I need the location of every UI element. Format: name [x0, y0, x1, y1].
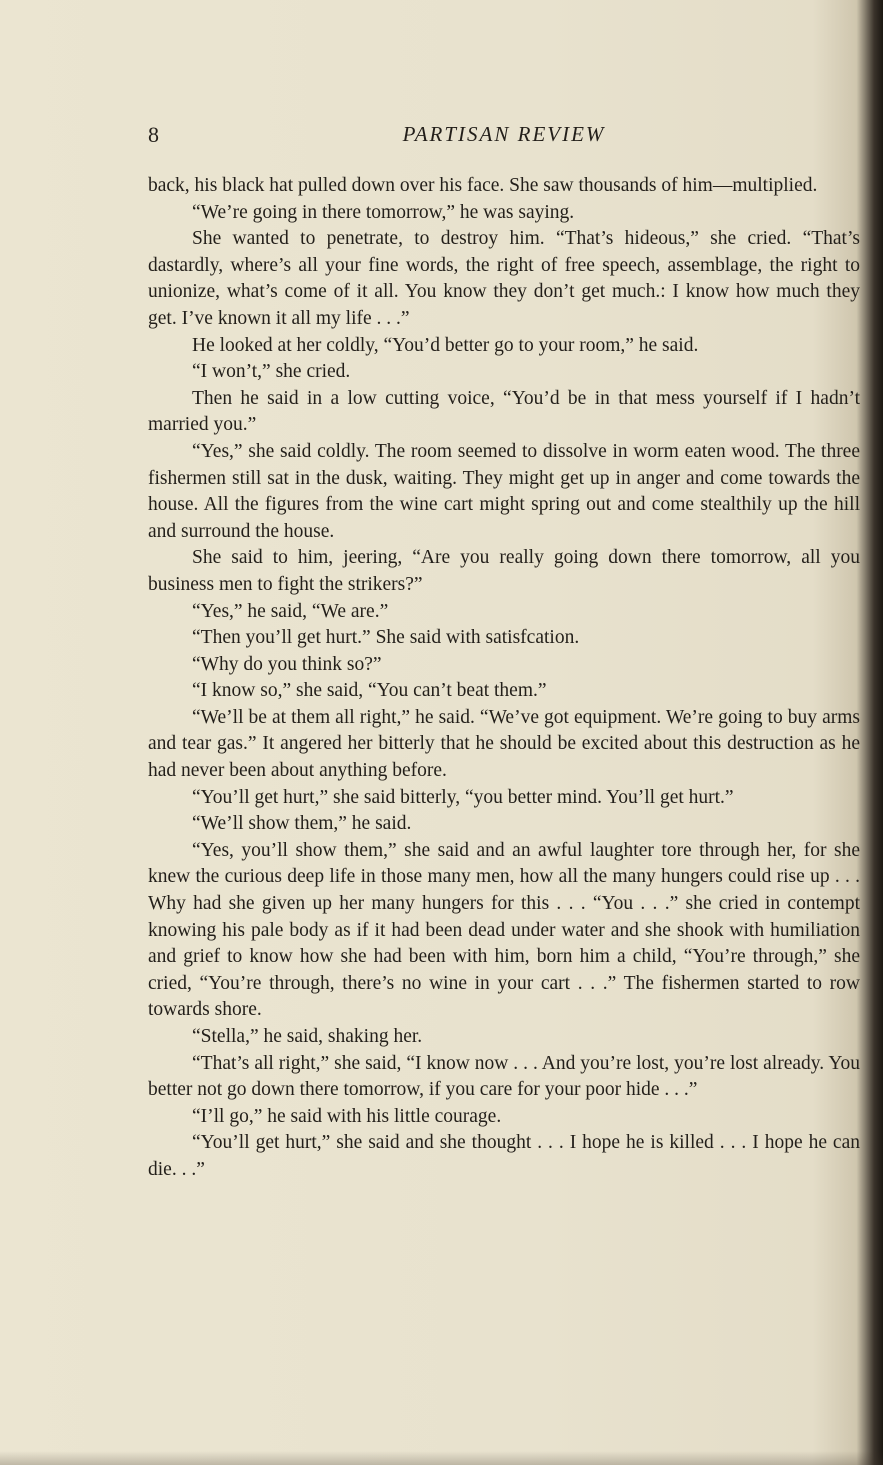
page-number: 8: [148, 122, 159, 147]
paragraph: “Yes, you’ll show them,” she said and an awful laughter tore through her, for she knew the curious deep life in those many men, how all the many hungers could rise up . . . Why had she given up her many hungers for this . . . “You . . .” she cried in contempt knowing his pale body as if it had been dead under water and she shook with humiliation and grief to know how she had been with him, born him a child, “You’re through,” she cried, “You’re through, there’s no wine in your cart . . .” The fishermen started to row towards shore.: [148, 839, 860, 1021]
paragraph: He looked at her coldly, “You’d better go to your room,” he said.: [192, 334, 699, 356]
paragraph: “Then you’ll get hurt.” She said with satisfcation.: [192, 627, 580, 649]
paragraph: “We’ll show them,” he said.: [192, 813, 412, 835]
paragraph: “That’s all right,” she said, “I know now . . . And you’re lost, you’re lost already. You better not go down there tomorrow, if you care for your poor hide . . .”: [148, 1052, 860, 1101]
paragraph: “I know so,” she said, “You can’t beat them.”: [192, 680, 547, 702]
paragraph: “Why do you think so?”: [192, 653, 382, 675]
paragraph: “I won’t,” she cried.: [192, 361, 351, 383]
paragraph: She said to him, jeering, “Are you really going down there tomorrow, all you business men to fight the strikers?”: [148, 547, 860, 595]
paragraph: “You’ll get hurt,” she said bitterly, “you better mind. You’ll get hurt.”: [192, 786, 734, 808]
paragraph: back, his black hat pulled down over his face. She saw thousands of him—multiplied.: [148, 175, 818, 196]
paragraph: “We’ll be at them all right,” he said. “We’ve got equipment. We’re going to buy arms and tear gas.” It angered her bitterly that he should be excited about this destruction as he had never been about anything before.: [148, 706, 860, 782]
paragraph: “Yes,” she said coldly. The room seemed to dissolve in worm eaten wood. The three fishermen still sat in the dusk, waiting. They might get up in anger and come towards the house. All the figures from the wine cart might spring out and come stealthily up the hill and surround the house.: [148, 440, 860, 542]
running-head: PARTISAN REVIEW: [402, 122, 606, 146]
body-text: [148, 173, 860, 1184]
paragraph: “Yes,” he said, “We are.”: [192, 600, 389, 622]
paragraph: She wanted to penetrate, to destroy him. “That’s hideous,” she cried. “That’s dastardly, where’s all your fine words, the right of free speech, assemblage, the right to unionize, what’s come of it all. You know they don’t get much.: I know how much they get. I’ve known it all my life . . .”: [148, 228, 860, 329]
page-edge-shadow: [0, 1451, 883, 1465]
paragraph: “I’ll go,” he said with his little courage.: [192, 1105, 502, 1127]
paragraph: “We’re going in there tomorrow,” he was saying.: [192, 201, 575, 223]
paragraph: “Stella,” he said, shaking her.: [192, 1026, 423, 1047]
paragraph: Then he said in a low cutting voice, “You’d be in that mess yourself if I hadn’t married you.”: [148, 387, 860, 436]
page-header: [148, 122, 860, 152]
paragraph: “You’ll get hurt,” she said and she thought . . . I hope he is killed . . . I hope he can die. . .”: [148, 1132, 860, 1180]
